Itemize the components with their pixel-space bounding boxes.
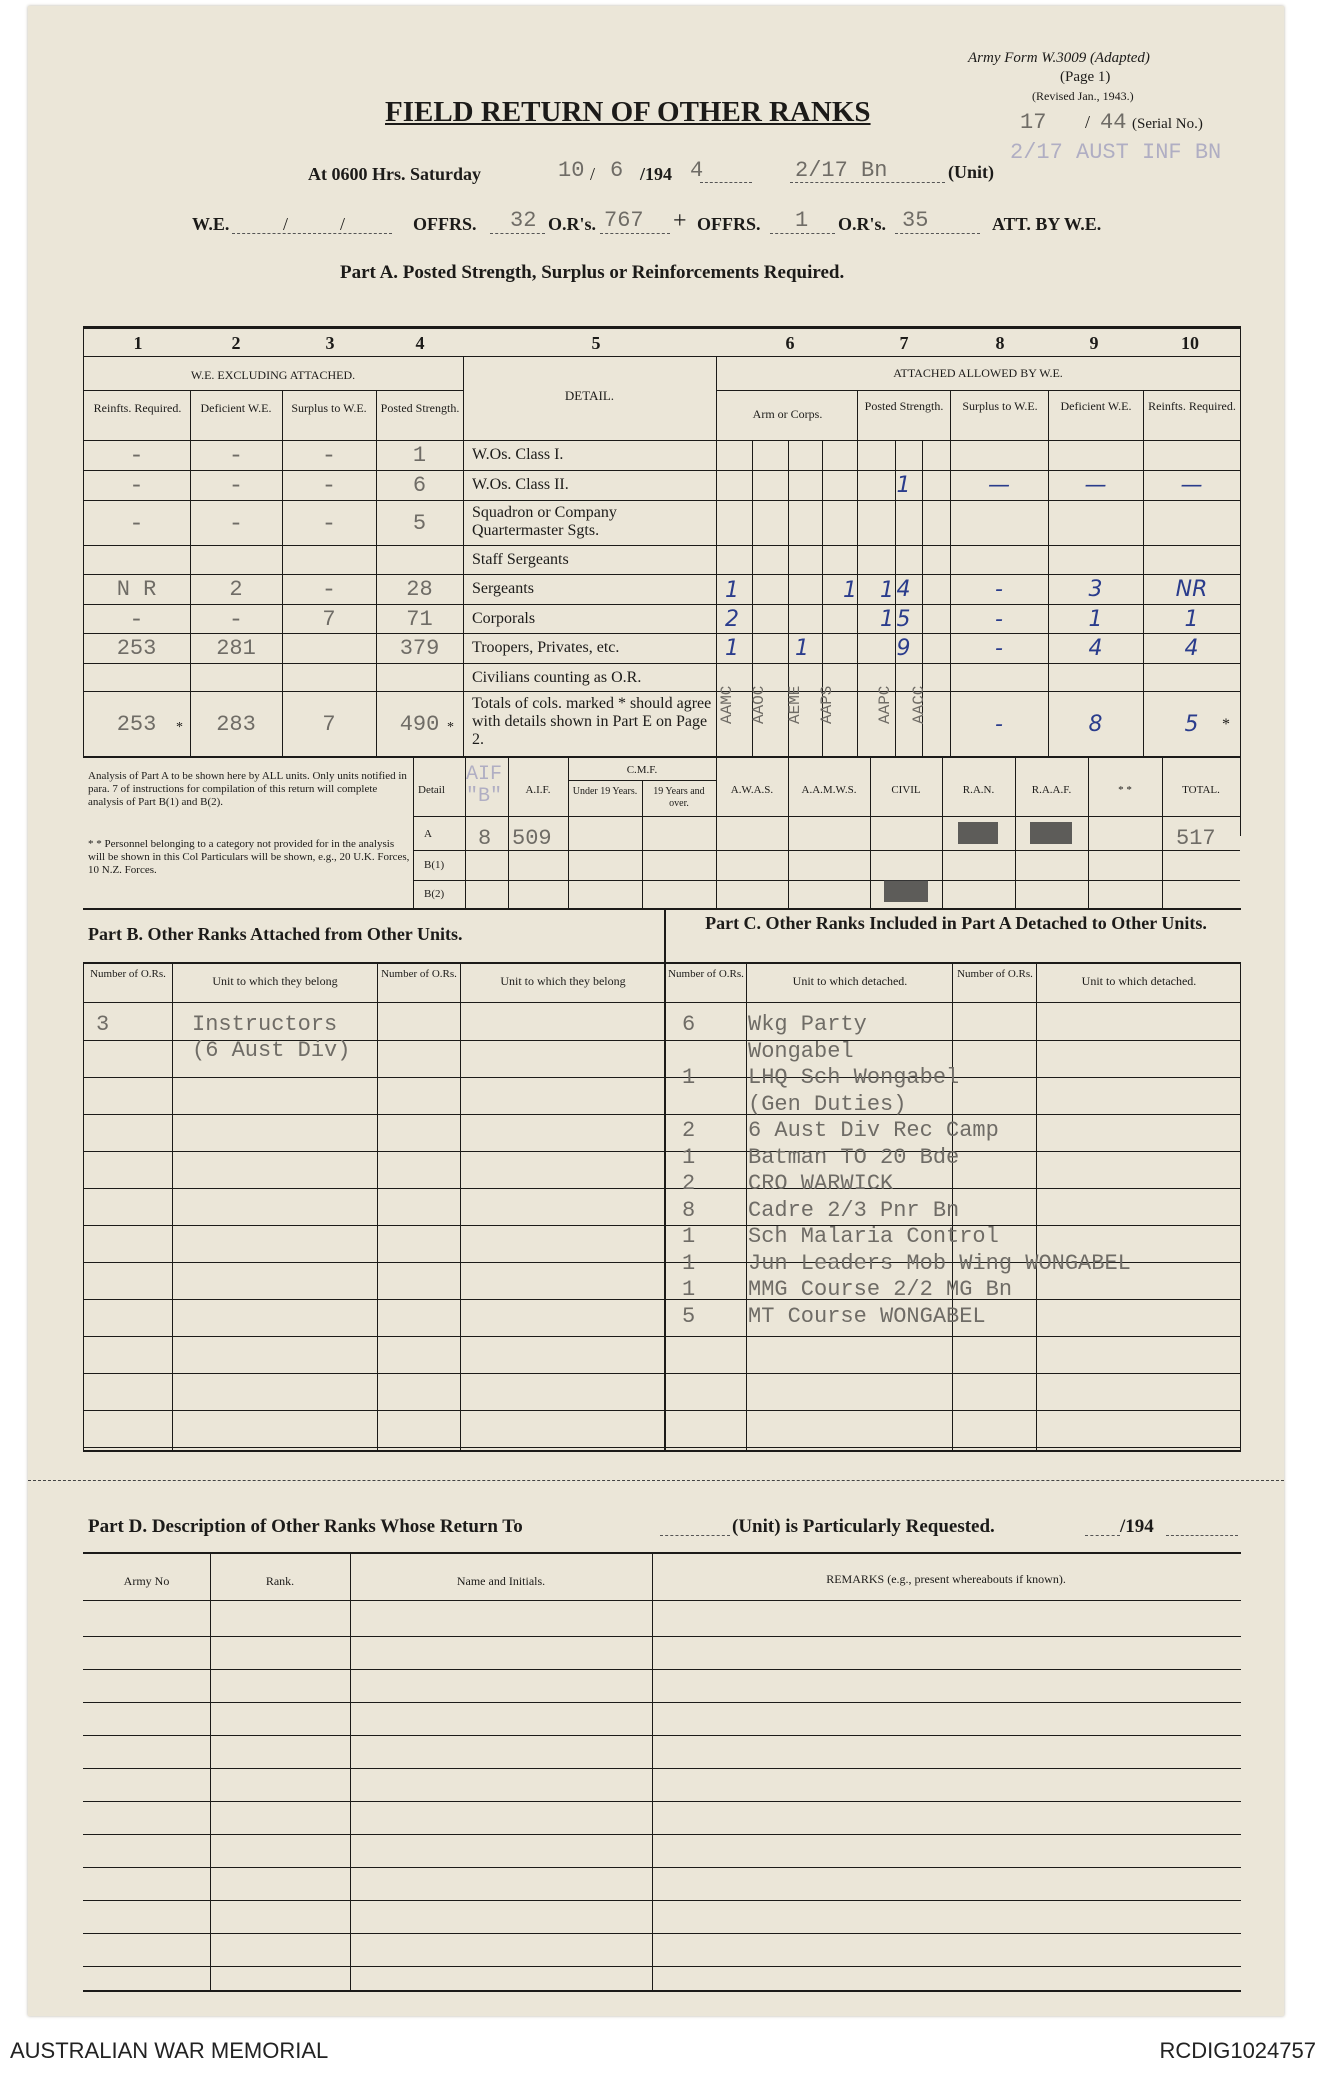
asterisk: * — [176, 720, 183, 735]
part-c-num: 8 — [682, 1197, 696, 1223]
part-d-remarks: REMARKS (e.g., present whereabouts if known). — [826, 1572, 1066, 1586]
serial-label: (Serial No.) — [1132, 116, 1203, 132]
part-a-att-cell-4: — — [1180, 473, 1203, 498]
part-a-att-cell-1: 5 — [896, 606, 911, 632]
form-title: FIELD RETURN OF OTHER RANKS — [385, 96, 871, 128]
ors2-label: O.R's. — [838, 214, 887, 234]
rule-line — [83, 1299, 1241, 1300]
part-a-cell-3: - — [321, 473, 337, 500]
part-a-cell-1: N R — [116, 577, 157, 602]
we-excluding-head: W.E. EXCLUDING ATTACHED. — [190, 368, 356, 382]
rule-line — [83, 1834, 1241, 1835]
part-a-title: Part A. Posted Strength, Surplus or Reinforcements Required. — [340, 262, 845, 283]
form-revised: (Revised Jan., 1943.) — [1032, 89, 1134, 103]
part-d-title-c: /194 — [1120, 1516, 1154, 1537]
head-deficient: Deficient W.E. — [200, 401, 272, 415]
part-a-cell-1: - — [129, 510, 144, 538]
rule-line — [83, 1669, 1241, 1670]
analysis-cmf: C.M.F. — [626, 764, 658, 776]
part-a-cell-4: 1 — [412, 443, 427, 468]
rule-line — [83, 1225, 1241, 1226]
part-b-num: 3 — [96, 1012, 110, 1037]
part-c-unit: MMG Course 2/2 MG Bn — [748, 1277, 1013, 1302]
part-c-num: 1 — [682, 1144, 696, 1170]
part-a-detail: Sergeants — [472, 580, 534, 597]
date-year-digit: 4 — [690, 158, 704, 183]
corps-mark: 1 — [725, 636, 739, 661]
part-b-unit-head: Unit to which they belong — [212, 974, 338, 988]
footer-right: RCDIG1024757 — [1159, 2038, 1316, 2063]
corps-label-aeme: AEME — [786, 685, 804, 724]
part-c-unit: (Gen Duties) — [748, 1091, 907, 1117]
part-c-num: 1 — [682, 1224, 696, 1249]
part-c-num: 1 — [682, 1250, 696, 1276]
part-b-num-head: Number of O.Rs. — [90, 968, 166, 980]
att-label: ATT. BY W.E. — [992, 214, 1102, 234]
we-slash-2: / — [340, 214, 346, 234]
analysis-detail-label: Detail — [418, 784, 445, 796]
analysis-total: TOTAL. — [1182, 784, 1220, 796]
part-d-rank: Rank. — [265, 1574, 295, 1588]
part-a-att-cell-3: 3 — [1088, 577, 1103, 602]
ors-label: O.R's. — [548, 214, 597, 234]
part-a-cell-3: - — [321, 510, 337, 538]
part-a-att-cell-3: 4 — [1088, 636, 1103, 661]
asterisk: * — [447, 720, 454, 735]
unit-stamp: 2/17 AUST INF BN — [1010, 140, 1222, 165]
rule-line — [83, 1933, 1241, 1934]
part-c-unit: Jun Leaders Mob Wing WONGABEL — [748, 1250, 1131, 1276]
part-c-unit: CRO WARWICK — [748, 1171, 894, 1196]
corps-label-aapc: AAPC — [876, 685, 894, 724]
analysis-row-b2: B(2) — [424, 888, 445, 900]
part-a-att-cell-4: 5 — [1184, 711, 1199, 737]
analysis-a-total: 517 — [1176, 826, 1216, 851]
part-a-cell-1: - — [129, 473, 144, 500]
analysis-aamws: A.A.M.W.S. — [801, 784, 857, 796]
part-a-cell-4: 379 — [399, 636, 440, 661]
part-a-att-cell-3: 1 — [1088, 606, 1103, 632]
serial-a: 17 — [1020, 110, 1047, 135]
part-a-cell-4: 71 — [406, 606, 433, 632]
part-a-cell-2: 281 — [216, 636, 256, 661]
part-a-att-cell-1: 9 — [896, 636, 911, 661]
part-b-title: Part B. Other Ranks Attached from Other Units. — [88, 924, 463, 944]
part-a-cell-4: 490 — [399, 711, 440, 737]
part-a-cell-3: - — [321, 443, 337, 470]
ink-mark — [958, 822, 998, 844]
part-a-cell-3: - — [321, 577, 337, 604]
rule-line — [83, 1336, 1241, 1337]
analysis-row-a: A — [424, 828, 432, 840]
corps-mark: 1 — [843, 578, 857, 603]
part-a-cell-2: - — [228, 606, 244, 634]
part-c-unit: 6 Aust Div Rec Camp — [748, 1118, 999, 1143]
part-c-title: Part C. Other Ranks Included in Part A Detached to Other Units. — [705, 913, 1207, 933]
analysis-awas: A.W.A.S. — [730, 784, 774, 796]
we-slash-1: / — [283, 214, 289, 234]
part-a-att-cell-4: 4 — [1184, 636, 1199, 661]
offrs2-label: OFFRS. — [697, 214, 761, 234]
part-a-cell-2: - — [228, 443, 244, 470]
head-arm-corps: Arm or Corps. — [752, 407, 823, 421]
part-a-detail: W.Os. Class II. — [472, 476, 569, 493]
part-c-num: 2 — [682, 1118, 696, 1143]
aif-stamp: AIF "B" — [466, 763, 503, 808]
part-a-cell-2: - — [228, 473, 244, 500]
asterisk: * — [1222, 716, 1230, 733]
analysis-ran: R.A.N. — [962, 784, 995, 796]
part-c-num: 2 — [682, 1171, 696, 1196]
part-d-title-b: (Unit) is Particularly Requested. — [732, 1516, 995, 1537]
part-a-att-cell-2: - — [995, 577, 1003, 602]
form-paper — [28, 6, 1284, 2016]
date-month: 6 — [610, 158, 624, 183]
rule-line — [83, 1410, 1241, 1411]
part-a-cell-4: 5 — [412, 510, 427, 536]
part-c-unit: Wkg Party — [748, 1012, 867, 1037]
part-a-att-cell-2: - — [995, 636, 1003, 661]
unit-value: 2/17 Bn — [795, 158, 888, 183]
ink-mark — [884, 880, 928, 902]
part-a-att-cell-2: - — [995, 711, 1003, 737]
part-d-title-a: Part D. Description of Other Ranks Whose Return To — [88, 1516, 523, 1537]
part-b-unit-head-2: Unit to which they belong — [500, 974, 626, 988]
col-num-2: 2 — [231, 333, 241, 353]
serial-slash: / — [1085, 112, 1091, 132]
part-c-num: 1 — [682, 1065, 696, 1090]
rule-line — [83, 1114, 1241, 1115]
part-a-detail: W.Os. Class I. — [472, 446, 564, 463]
part-d-army-no: Army No — [123, 1574, 170, 1588]
corps-mark: 1 — [795, 636, 809, 661]
head-reinfts-att: Reinfts. Required. — [1148, 399, 1236, 413]
analysis-cmf-19over: 19 Years and over. — [653, 786, 705, 809]
analysis-row-b1: B(1) — [424, 859, 445, 871]
part-c-unit-head-2: Unit to which detached. — [1081, 974, 1197, 988]
rule-line — [83, 1077, 1241, 1078]
part-a-att-cell-3: 8 — [1088, 711, 1103, 737]
part-a-cell-1: 253 — [116, 711, 157, 737]
analysis-raaf: R.A.A.F. — [1031, 784, 1072, 796]
col-num-1: 1 — [133, 333, 143, 353]
analysis-note: Analysis of Part A to be shown here by ALL units. Only units notified in para. 7 of instructions for compilation of this return will complete analysis of Part B(1) and B(2). — [88, 770, 407, 808]
ink-mark — [1030, 822, 1072, 844]
form-id: Army Form W.3009 (Adapted) — [968, 50, 1150, 66]
part-a-att-cell-4: 1 — [1184, 606, 1199, 632]
head-surplus: Surplus to W.E. — [291, 401, 367, 415]
col-num-3: 3 — [325, 333, 335, 353]
part-c-unit-head: Unit to which detached. — [792, 974, 908, 988]
part-c-num: 1 — [682, 1277, 696, 1302]
part-b-unit: Instructors — [192, 1012, 338, 1037]
serial-b: 44 — [1100, 110, 1127, 135]
analysis-civil: CIVIL — [891, 784, 921, 796]
head-posted-att: Posted Strength. — [864, 399, 944, 413]
rule-line — [83, 1900, 1241, 1901]
part-a-detail: Squadron or Company Quartermaster Sgts. — [472, 504, 617, 539]
col-num-6: 6 — [785, 333, 795, 353]
part-a-att-cell-1: 4 — [896, 577, 911, 602]
analysis-aif: A.I.F. — [525, 784, 551, 796]
rule-line — [83, 1867, 1241, 1868]
corps-mark: 1 — [880, 607, 894, 632]
rule-line — [83, 1151, 1241, 1152]
col-num-4: 4 — [415, 333, 425, 353]
part-c-unit: LHQ Sch Wongabel — [748, 1065, 960, 1090]
part-a-detail: Troopers, Privates, etc. — [472, 639, 620, 656]
part-a-cell-2: 283 — [216, 711, 256, 737]
rule-line — [83, 1188, 1241, 1189]
col-num-9: 9 — [1089, 333, 1099, 353]
part-a-att-cell-2: - — [995, 606, 1003, 632]
offrs-value: 32 — [510, 208, 537, 233]
part-c-num-head: Number of O.Rs. — [668, 968, 744, 980]
part-a-cell-4: 28 — [406, 577, 433, 602]
offrs2-value: 1 — [795, 208, 809, 233]
part-c-unit: Batman TO 20 Bde — [748, 1144, 960, 1170]
rule-line — [83, 1447, 1241, 1448]
part-a-detail: Totals of cols. marked * should agree with details shown in Part E on Page 2. — [472, 695, 712, 748]
part-a-cell-2: 2 — [229, 577, 243, 602]
ors-value: 767 — [604, 208, 644, 233]
corps-mark: 1 — [880, 578, 894, 603]
rule-line — [83, 1735, 1241, 1736]
head-posted: Posted Strength. — [380, 401, 460, 415]
analysis-a-aif: 509 — [512, 826, 552, 851]
fold-line — [28, 1480, 1284, 1481]
part-d-name: Name and Initials. — [456, 1574, 546, 1588]
col-num-8: 8 — [995, 333, 1005, 353]
form-page: (Page 1) — [1060, 69, 1111, 85]
rule-line — [83, 1636, 1241, 1637]
date-day: 10 — [558, 158, 585, 183]
attached-allowed-head: ATTACHED ALLOWED BY W.E. — [893, 366, 1063, 380]
corps-label-aaoc: AAOC — [750, 685, 768, 724]
date-slash: / — [590, 164, 596, 184]
part-a-att-cell-1: 1 — [896, 473, 911, 498]
analysis-cmf-under19: Under 19 Years. — [572, 786, 638, 797]
part-a-cell-3: 7 — [322, 606, 336, 632]
corps-label-aacc: AACC — [910, 685, 928, 724]
rule-line — [83, 1768, 1241, 1769]
part-b-unit: (6 Aust Div) — [192, 1038, 351, 1063]
head-deficient-att: Deficient W.E. — [1060, 399, 1132, 413]
part-a-detail: Corporals — [472, 610, 536, 627]
part-a-cell-3: 7 — [322, 711, 336, 737]
part-a-att-cell-4: NR — [1175, 577, 1208, 602]
part-a-top-rule — [83, 326, 1241, 329]
part-a-detail: Staff Sergeants — [472, 551, 569, 568]
analysis-other: * * — [1118, 784, 1132, 796]
part-a-cell-1: 253 — [116, 636, 157, 661]
part-c-unit: Wongabel — [748, 1038, 854, 1064]
part-b-num-head-2: Number of O.Rs. — [381, 968, 457, 980]
part-c-unit: Cadre 2/3 Pnr Bn — [748, 1197, 960, 1223]
part-c-unit: MT Course WONGABEL — [748, 1303, 986, 1329]
part-a-att-cell-3: — — [1084, 473, 1107, 498]
unit-label: (Unit) — [948, 162, 994, 182]
col-num-7: 7 — [899, 333, 909, 353]
analysis-note-2: * * Personnel belonging to a category not provided for in the analysis will be shown in this Col Particulars will be shown, e.g., 20 U.K. Forces, 10 N.Z. Forces. — [88, 838, 410, 876]
detail-head: DETAIL. — [564, 388, 615, 403]
ors2-value: 35 — [902, 208, 929, 233]
part-a-att-cell-2: — — [988, 473, 1010, 498]
part-c-num-head-2: Number of O.Rs. — [957, 968, 1033, 980]
part-a-cell-1: - — [129, 606, 144, 634]
part-a-cell-1: - — [129, 443, 144, 470]
col-num-5: 5 — [591, 333, 601, 353]
plus-sign: + — [673, 208, 687, 234]
offrs-label: OFFRS. — [413, 214, 477, 234]
head-reinfts-required: Reinfts. Required. — [93, 401, 182, 415]
rule-line — [83, 1702, 1241, 1703]
rule-line — [83, 1966, 1241, 1967]
corps-mark: 2 — [725, 607, 739, 632]
footer-left: AUSTRALIAN WAR MEMORIAL — [10, 2038, 329, 2063]
head-surplus-att: Surplus to W.E. — [962, 399, 1038, 413]
part-a-cell-2: - — [228, 510, 244, 538]
col-num-10: 10 — [1181, 333, 1199, 353]
corps-label-aamc: AAMC — [718, 685, 736, 724]
corps-mark: 1 — [725, 578, 739, 603]
rule-line — [83, 1801, 1241, 1802]
date-year: /194 — [640, 164, 673, 184]
corps-label-aaps: AAPS — [818, 685, 836, 724]
part-a-detail: Civilians counting as O.R. — [472, 669, 642, 686]
at-label: At 0600 Hrs. Saturday — [308, 164, 482, 184]
part-a-cell-4: 6 — [412, 473, 427, 498]
part-c-num: 5 — [682, 1303, 696, 1329]
part-c-unit: Sch Malaria Control — [748, 1224, 999, 1249]
we-label: W.E. — [192, 214, 230, 234]
analysis-a-aifb: 8 — [478, 826, 492, 851]
part-c-num: 6 — [682, 1012, 696, 1037]
rule-line — [83, 1373, 1241, 1374]
